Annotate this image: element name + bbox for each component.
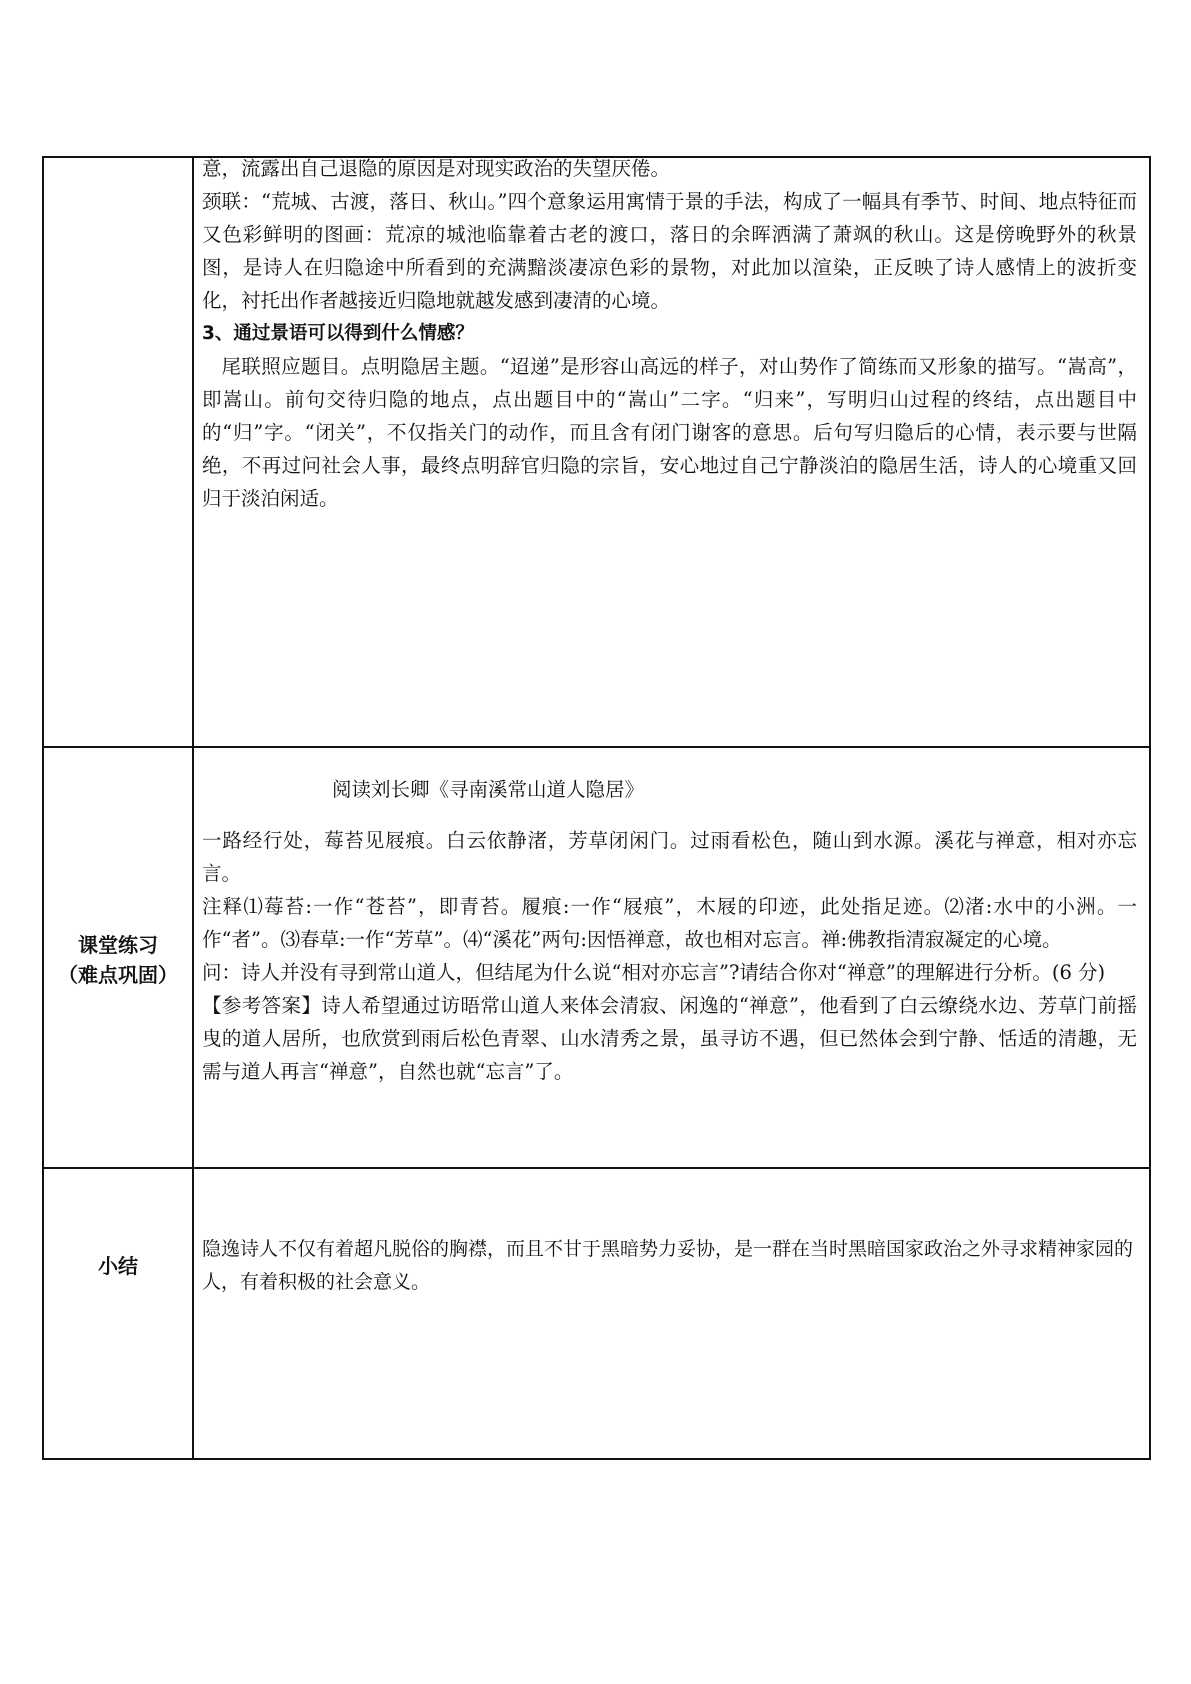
analysis-answer: 尾联照应题目。点明隐居主题。“迢递”是形容山高远的样子，对山势作了简练而又形象的描写。“嵩高”，即嵩山。前句交待归隐的地点，点出题目中的“嵩山”二字。“归来”，写明归山过程的终结，点出题目中的“归”字。“闭关”，不仅指关门的动作，而且含有闭门谢客的意思。后句写归隐后的心情，表示要与世隔绝，不再过问社会人事，最终点明辞官归隐的宗旨，安心地过自己宁静淡泊的隐居生活，诗人的心境重又回归于淡泊闲适。 xyxy=(202,355,1137,510)
analysis-cell xyxy=(202,152,1137,515)
analysis-paragraph: 颈联：“荒城、古渡，落日、秋山。”四个意象运用寓情于景的手法，构成了一幅具有季节、时间、地点特征而又色彩鲜明的图画：荒凉的城池临靠着古老的渡口，落日的余晖洒满了萧飒的秋山。这是傍晚野外的秋景图，是诗人在归隐途中所看到的充满黯淡凄凉色彩的景物，对此加以渲染，正反映了诗人感情上的波折变化，衬托出作者越接近归隐地就越发感到凄清的心境。 xyxy=(202,190,1137,312)
row-label-summary: 小结 xyxy=(98,1254,138,1278)
reference-answer: 【参考答案】诗人希望通过访晤常山道人来体会清寂、闲逸的“禅意”，他看到了白云缭绕水边、芳草门前摇曳的道人居所，也欣赏到雨后松色青翠、山水清秀之景，虽寻访不遇，但已然体会到宁静、恬适的清趣，无需与道人再言“禅意”，自然也就“忘言”了。 xyxy=(202,994,1137,1083)
row-label-practice xyxy=(44,930,192,990)
analysis-paragraph: 意，流露出自己退隐的原因是对现实政治的失望厌倦。 xyxy=(202,157,671,180)
row-divider xyxy=(44,746,1149,748)
label-line: 课堂练习 xyxy=(78,933,158,957)
lesson-table xyxy=(42,156,1151,1460)
summary-text: 隐逸诗人不仅有着超凡脱俗的胸襟，而且不甘于黑暗势力妥协，是一群在当时黑暗国家政治之外寻求精神家园的人，有着积极的社会意义。 xyxy=(202,1238,1134,1293)
practice-cell xyxy=(202,773,1137,1088)
label-line: （难点巩固） xyxy=(58,963,178,987)
poem-text: 一路经行处，莓苔见屐痕。白云依静渚，芳草闭闲门。过雨看松色，随山到水源。溪花与禅意，相对亦忘言。 xyxy=(202,829,1137,885)
question-text: 问：诗人并没有寻到常山道人，但结尾为什么说“相对亦忘言”?请结合你对“禅意”的理解进行分析。(6 分) xyxy=(202,961,1106,984)
reading-title: 阅读刘长卿《寻南溪常山道人隐居》 xyxy=(332,778,645,801)
column-divider xyxy=(192,158,194,1458)
question-heading: 3、通过景语可以得到什么情感？ xyxy=(202,323,474,344)
row-divider xyxy=(44,1167,1149,1169)
poem-notes: 注释⑴莓苔:一作“苍苔”，即青苔。履痕:一作“屐痕”，木屐的印迹，此处指足迹。⑵渚:水中的小洲。一作“者”。⑶春草:一作“芳草”。⑷“溪花”两句:因悟禅意，故也相对忘言。禅:佛教指清寂凝定的心境。 xyxy=(202,895,1137,951)
